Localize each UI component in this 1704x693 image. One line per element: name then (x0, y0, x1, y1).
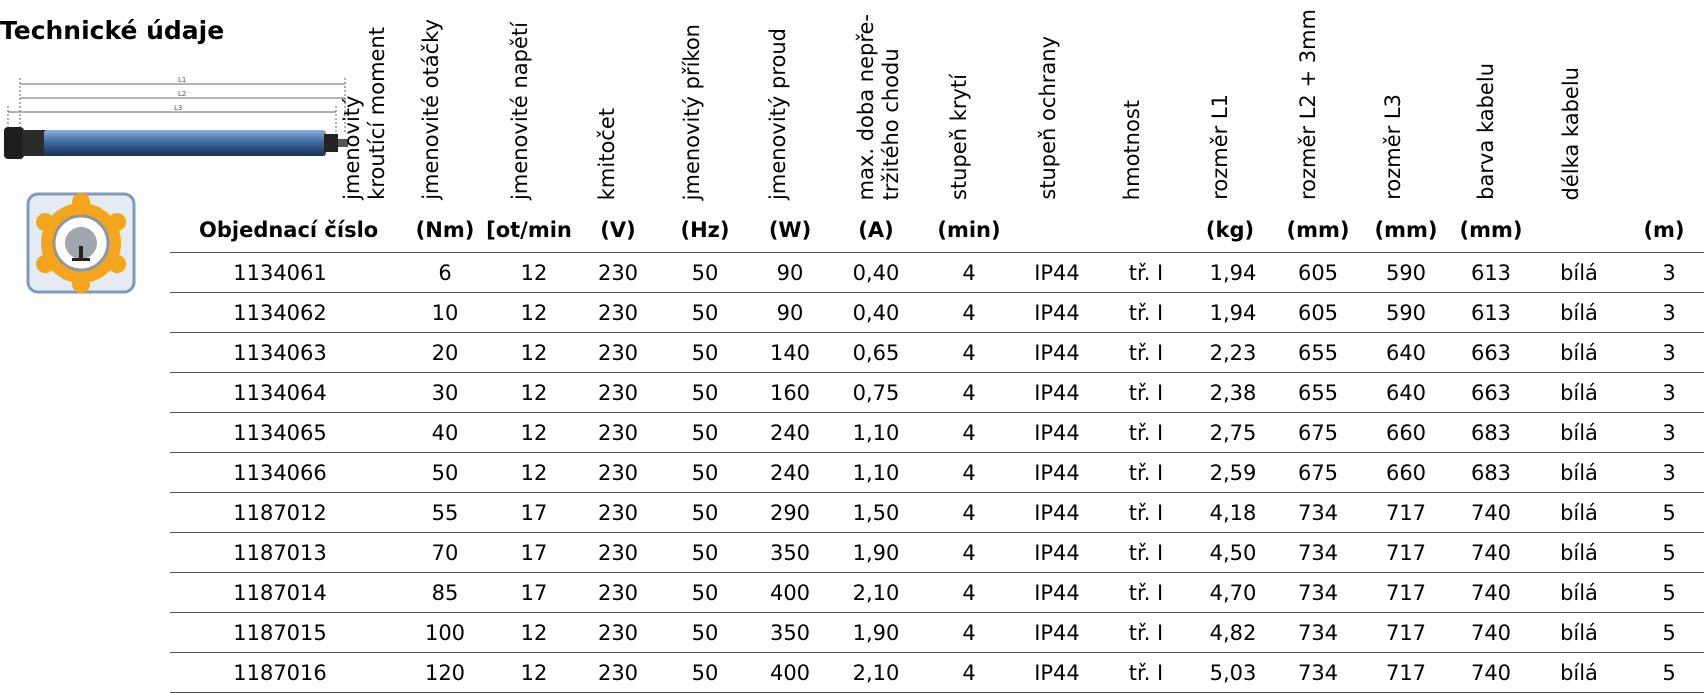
cell-speed: 12 (520, 261, 548, 285)
table-row (170, 652, 1704, 693)
cell-l2: 717 (1385, 581, 1427, 605)
column-header-l1: rozměr L1 (1208, 94, 1232, 200)
cell-duty: 4 (962, 621, 976, 645)
unit-voltage: (V) (600, 218, 636, 242)
cell-current: 1,10 (852, 421, 900, 445)
dimension-l2-label: L2 (178, 90, 187, 98)
cell-power: 290 (769, 501, 811, 525)
cell-speed: 12 (520, 381, 548, 405)
cell-l3: 740 (1470, 541, 1512, 565)
cell-ip: IP44 (1034, 621, 1080, 645)
cell-l2: 717 (1385, 621, 1427, 645)
cell-order-number: 1187016 (233, 661, 327, 685)
cell-weight: 2,23 (1209, 341, 1257, 365)
cell-ip: IP44 (1034, 421, 1080, 445)
cell-speed: 12 (520, 621, 548, 645)
cell-current: 0,40 (852, 261, 900, 285)
cell-speed: 12 (520, 421, 548, 445)
cell-l3: 740 (1470, 621, 1512, 645)
cell-frequency: 50 (691, 661, 719, 685)
cell-protection: tř. I (1128, 341, 1164, 365)
cell-l1: 734 (1297, 501, 1339, 525)
cell-cable-length: 3 (1662, 261, 1676, 285)
cell-protection: tř. I (1128, 301, 1164, 325)
cell-ip: IP44 (1034, 501, 1080, 525)
cell-protection: tř. I (1128, 461, 1164, 485)
cell-frequency: 50 (691, 381, 719, 405)
cell-cable-length: 3 (1662, 381, 1676, 405)
cell-order-number: 1134066 (233, 461, 327, 485)
cell-voltage: 230 (597, 501, 639, 525)
cell-frequency: 50 (691, 341, 719, 365)
cell-frequency: 50 (691, 301, 719, 325)
cell-speed: 12 (520, 661, 548, 685)
unit-l3: (mm) (1459, 218, 1523, 242)
cell-order-number: 1187015 (233, 621, 327, 645)
tubular-motor-image (0, 72, 360, 172)
cell-voltage: 230 (597, 461, 639, 485)
cell-weight: 1,94 (1209, 261, 1257, 285)
unit-frequency: (Hz) (680, 218, 730, 242)
cell-power: 90 (776, 261, 804, 285)
table-row (170, 452, 1704, 492)
section-title: Technické údaje (0, 16, 225, 45)
cell-power: 140 (769, 341, 811, 365)
cell-protection: tř. I (1128, 381, 1164, 405)
cell-torque: 100 (424, 621, 466, 645)
cell-power: 90 (776, 301, 804, 325)
cell-torque: 10 (431, 301, 459, 325)
cell-speed: 17 (520, 581, 548, 605)
cell-voltage: 230 (597, 541, 639, 565)
cell-torque: 6 (438, 261, 452, 285)
cell-order-number: 1187014 (233, 581, 327, 605)
table-row (170, 332, 1704, 372)
cell-weight: 2,38 (1209, 381, 1257, 405)
cell-protection: tř. I (1128, 661, 1164, 685)
column-header-current: jmenovitý proud (766, 28, 790, 200)
cell-cable-color: bílá (1560, 301, 1598, 325)
cell-l1: 734 (1297, 581, 1339, 605)
cell-cable-color: bílá (1560, 341, 1598, 365)
cell-l2: 660 (1385, 421, 1427, 445)
table-row (170, 372, 1704, 412)
table-row (170, 412, 1704, 452)
cell-weight: 4,82 (1209, 621, 1257, 645)
cell-cable-length: 5 (1662, 501, 1676, 525)
cell-current: 1,50 (852, 501, 900, 525)
cell-order-number: 1134064 (233, 381, 327, 405)
data-table (170, 252, 1704, 693)
cell-cable-color: bílá (1560, 581, 1598, 605)
cell-current: 0,65 (852, 341, 900, 365)
cell-l1: 655 (1297, 381, 1339, 405)
cell-weight: 4,50 (1209, 541, 1257, 565)
cell-speed: 12 (520, 301, 548, 325)
cell-cable-color: bílá (1560, 661, 1598, 685)
cell-l3: 663 (1470, 341, 1512, 365)
cell-l1: 655 (1297, 341, 1339, 365)
cell-cable-length: 5 (1662, 661, 1676, 685)
cell-l3: 740 (1470, 501, 1512, 525)
column-header-voltage: jmenovité napětí (508, 22, 532, 200)
cell-l3: 613 (1470, 301, 1512, 325)
cell-voltage: 230 (597, 661, 639, 685)
cell-duty: 4 (962, 421, 976, 445)
cell-l1: 605 (1297, 261, 1339, 285)
table-row (170, 612, 1704, 652)
cell-ip: IP44 (1034, 581, 1080, 605)
table-row (170, 492, 1704, 532)
column-header-weight: hmotnost (1120, 99, 1144, 200)
cell-cable-color: bílá (1560, 261, 1598, 285)
cell-duty: 4 (962, 541, 976, 565)
unit-speed: [ot/min (486, 218, 572, 242)
cell-frequency: 50 (691, 421, 719, 445)
cell-torque: 85 (431, 581, 459, 605)
column-header-duty: max. doba nepře- tržitého chodu (854, 13, 903, 200)
cell-power: 400 (769, 581, 811, 605)
cell-l2: 590 (1385, 261, 1427, 285)
cell-cable-length: 3 (1662, 461, 1676, 485)
cell-l1: 605 (1297, 301, 1339, 325)
cell-frequency: 50 (691, 461, 719, 485)
cell-l1: 734 (1297, 661, 1339, 685)
cell-l2: 640 (1385, 341, 1427, 365)
cell-torque: 30 (431, 381, 459, 405)
cell-cable-color: bílá (1560, 461, 1598, 485)
cell-duty: 4 (962, 501, 976, 525)
cell-ip: IP44 (1034, 381, 1080, 405)
cell-voltage: 230 (597, 621, 639, 645)
cell-frequency: 50 (691, 501, 719, 525)
cell-duty: 4 (962, 381, 976, 405)
table-row (170, 572, 1704, 612)
cell-l3: 740 (1470, 661, 1512, 685)
cell-power: 160 (769, 381, 811, 405)
cell-cable-length: 5 (1662, 541, 1676, 565)
cell-voltage: 230 (597, 341, 639, 365)
cell-order-number: 1134063 (233, 341, 327, 365)
order-number-header: Objednací číslo (199, 218, 379, 242)
cell-weight: 2,75 (1209, 421, 1257, 445)
unit-l2: (mm) (1374, 218, 1438, 242)
cell-current: 1,90 (852, 541, 900, 565)
unit-weight: (kg) (1205, 218, 1255, 242)
cell-voltage: 230 (597, 301, 639, 325)
column-header-cable-length: délka kabelu (1559, 66, 1583, 200)
cell-weight: 4,18 (1209, 501, 1257, 525)
motor-head-image (26, 192, 136, 294)
cell-power: 400 (769, 661, 811, 685)
cell-voltage: 230 (597, 381, 639, 405)
cell-duty: 4 (962, 341, 976, 365)
cell-order-number: 1187012 (233, 501, 327, 525)
cell-protection: tř. I (1128, 621, 1164, 645)
cell-cable-length: 5 (1662, 581, 1676, 605)
cell-speed: 17 (520, 501, 548, 525)
cell-frequency: 50 (691, 621, 719, 645)
cell-current: 1,90 (852, 621, 900, 645)
cell-order-number: 1187013 (233, 541, 327, 565)
cell-cable-color: bílá (1560, 421, 1598, 445)
cell-duty: 4 (962, 461, 976, 485)
cell-frequency: 50 (691, 261, 719, 285)
cell-duty: 4 (962, 661, 976, 685)
cell-protection: tř. I (1128, 501, 1164, 525)
cell-torque: 70 (431, 541, 459, 565)
column-header-ip: stupeň krytí (947, 73, 971, 200)
cell-l1: 675 (1297, 421, 1339, 445)
cell-ip: IP44 (1034, 341, 1080, 365)
cell-speed: 12 (520, 341, 548, 365)
column-header-l2: rozměr L2 + 3mm (1296, 8, 1320, 200)
cell-l3: 663 (1470, 381, 1512, 405)
column-header-torque: jmenovitý kroutící moment (340, 27, 389, 200)
cell-weight: 5,03 (1209, 661, 1257, 685)
cell-cable-length: 3 (1662, 421, 1676, 445)
cell-l3: 683 (1470, 461, 1512, 485)
unit-power: (W) (768, 218, 812, 242)
column-header-protection: stupeň ochrany (1036, 36, 1060, 200)
unit-duty: (min) (937, 218, 1001, 242)
cell-speed: 12 (520, 461, 548, 485)
cell-protection: tř. I (1128, 541, 1164, 565)
cell-l1: 734 (1297, 621, 1339, 645)
cell-current: 2,10 (852, 581, 900, 605)
cell-duty: 4 (962, 301, 976, 325)
cell-ip: IP44 (1034, 301, 1080, 325)
cell-l2: 660 (1385, 461, 1427, 485)
cell-frequency: 50 (691, 581, 719, 605)
table-row (170, 252, 1704, 292)
cell-l1: 734 (1297, 541, 1339, 565)
cell-current: 0,40 (852, 301, 900, 325)
column-header-speed: jmenovité otáčky (419, 19, 443, 200)
unit-cable-length: (m) (1643, 218, 1685, 242)
column-header-frequency: kmitočet (595, 107, 619, 200)
cell-current: 1,10 (852, 461, 900, 485)
unit-torque: (Nm) (415, 218, 475, 242)
cell-current: 0,75 (852, 381, 900, 405)
cell-power: 350 (769, 541, 811, 565)
cell-protection: tř. I (1128, 421, 1164, 445)
cell-cable-color: bílá (1560, 381, 1598, 405)
cell-voltage: 230 (597, 261, 639, 285)
column-header-power: jmenovitý příkon (680, 23, 704, 200)
cell-l2: 640 (1385, 381, 1427, 405)
cell-torque: 55 (431, 501, 459, 525)
cell-torque: 20 (431, 341, 459, 365)
cell-order-number: 1134062 (233, 301, 327, 325)
cell-ip: IP44 (1034, 661, 1080, 685)
unit-l1: (mm) (1286, 218, 1350, 242)
cell-l2: 717 (1385, 501, 1427, 525)
table-row (170, 532, 1704, 572)
cell-protection: tř. I (1128, 261, 1164, 285)
table-row (170, 292, 1704, 332)
cell-weight: 1,94 (1209, 301, 1257, 325)
cell-cable-length: 5 (1662, 621, 1676, 645)
cell-frequency: 50 (691, 541, 719, 565)
cell-power: 240 (769, 421, 811, 445)
cell-order-number: 1134061 (233, 261, 327, 285)
cell-weight: 4,70 (1209, 581, 1257, 605)
cell-ip: IP44 (1034, 541, 1080, 565)
cell-cable-color: bílá (1560, 541, 1598, 565)
cell-l1: 675 (1297, 461, 1339, 485)
column-header-l3: rozměr L3 (1381, 94, 1405, 200)
cell-current: 2,10 (852, 661, 900, 685)
cell-torque: 50 (431, 461, 459, 485)
cell-cable-color: bílá (1560, 621, 1598, 645)
cell-l2: 590 (1385, 301, 1427, 325)
cell-l3: 683 (1470, 421, 1512, 445)
cell-torque: 120 (424, 661, 466, 685)
cell-ip: IP44 (1034, 461, 1080, 485)
cell-voltage: 230 (597, 421, 639, 445)
cell-power: 350 (769, 621, 811, 645)
cell-duty: 4 (962, 581, 976, 605)
cell-l3: 740 (1470, 581, 1512, 605)
dimension-l3-label: L3 (174, 104, 183, 112)
cell-l2: 717 (1385, 541, 1427, 565)
cell-ip: IP44 (1034, 261, 1080, 285)
column-header-cable-color: barva kabelu (1474, 63, 1498, 200)
cell-l2: 717 (1385, 661, 1427, 685)
cell-power: 240 (769, 461, 811, 485)
cell-speed: 17 (520, 541, 548, 565)
cell-weight: 2,59 (1209, 461, 1257, 485)
dimension-l1-label: L1 (178, 76, 187, 84)
cell-cable-length: 3 (1662, 341, 1676, 365)
cell-l3: 613 (1470, 261, 1512, 285)
cell-order-number: 1134065 (233, 421, 327, 445)
cell-cable-color: bílá (1560, 501, 1598, 525)
cell-protection: tř. I (1128, 581, 1164, 605)
cell-cable-length: 3 (1662, 301, 1676, 325)
unit-current: (A) (858, 218, 894, 242)
cell-voltage: 230 (597, 581, 639, 605)
cell-duty: 4 (962, 261, 976, 285)
cell-torque: 40 (431, 421, 459, 445)
